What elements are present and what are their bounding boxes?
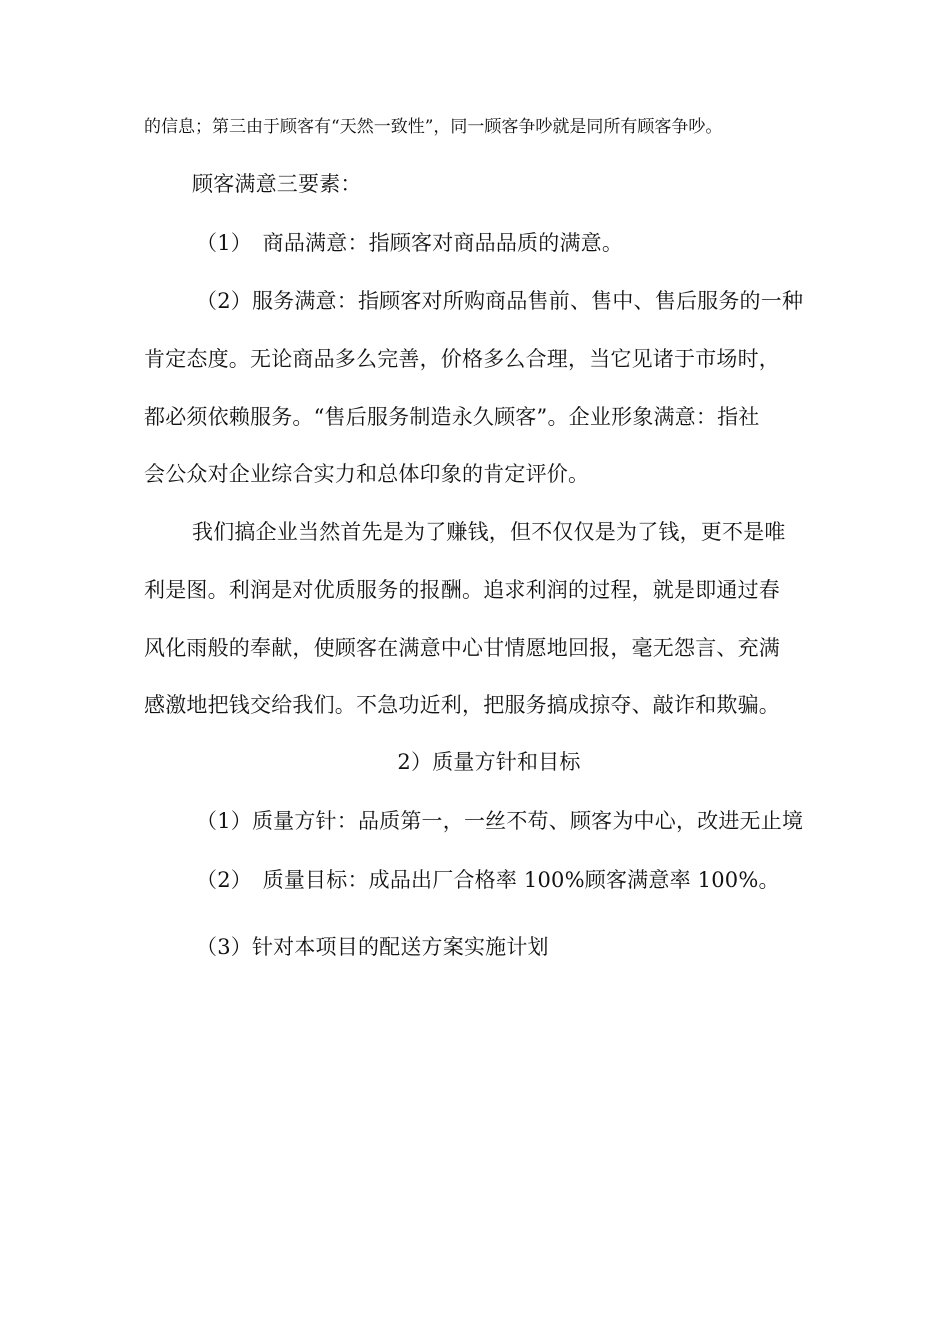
paragraph-line: 利是图。利润是对优质服务的报酬。追求利润的过程，就是即通过春 bbox=[144, 578, 780, 602]
section-heading: 顾客满意三要素： bbox=[192, 172, 362, 196]
list-item: （1）质量方针：品质第一，一丝不苟、顾客为中心，改进无止境 bbox=[196, 809, 804, 833]
section-title: 2）质量方针和目标 bbox=[397, 750, 581, 774]
list-item: （2）服务满意：指顾客对所购商品售前、售中、售后服务的一种 bbox=[196, 289, 804, 313]
list-item: （3）针对本项目的配送方案实施计划 bbox=[196, 935, 549, 959]
paragraph-line: 会公众对企业综合实力和总体印象的肯定评价。 bbox=[144, 462, 590, 486]
paragraph-line: 的信息；第三由于顾客有“天然一致性”，同一顾客争吵就是同所有顾客争吵。 bbox=[144, 117, 723, 137]
paragraph-line: 风化雨般的奉献，使顾客在满意中心甘情愿地回报，毫无怨言、充满 bbox=[144, 636, 780, 660]
list-item: （2） 质量目标：成品出厂合格率 100%顾客满意率 100%。 bbox=[196, 868, 780, 892]
paragraph-line: 都必须依赖服务。“售后服务制造永久顾客”。企业形象满意：指社 bbox=[144, 405, 760, 429]
paragraph-line: 肯定态度。无论商品多么完善，价格多么合理，当它见诸于市场时， bbox=[144, 347, 780, 371]
list-item: （1） 商品满意：指顾客对商品品质的满意。 bbox=[196, 231, 624, 255]
paragraph-line: 感激地把钱交给我们。不急功近利，把服务搞成掠夺、敲诈和欺骗。 bbox=[144, 693, 780, 717]
paragraph-line: 我们搞企业当然首先是为了赚钱，但不仅仅是为了钱，更不是唯 bbox=[192, 520, 786, 544]
